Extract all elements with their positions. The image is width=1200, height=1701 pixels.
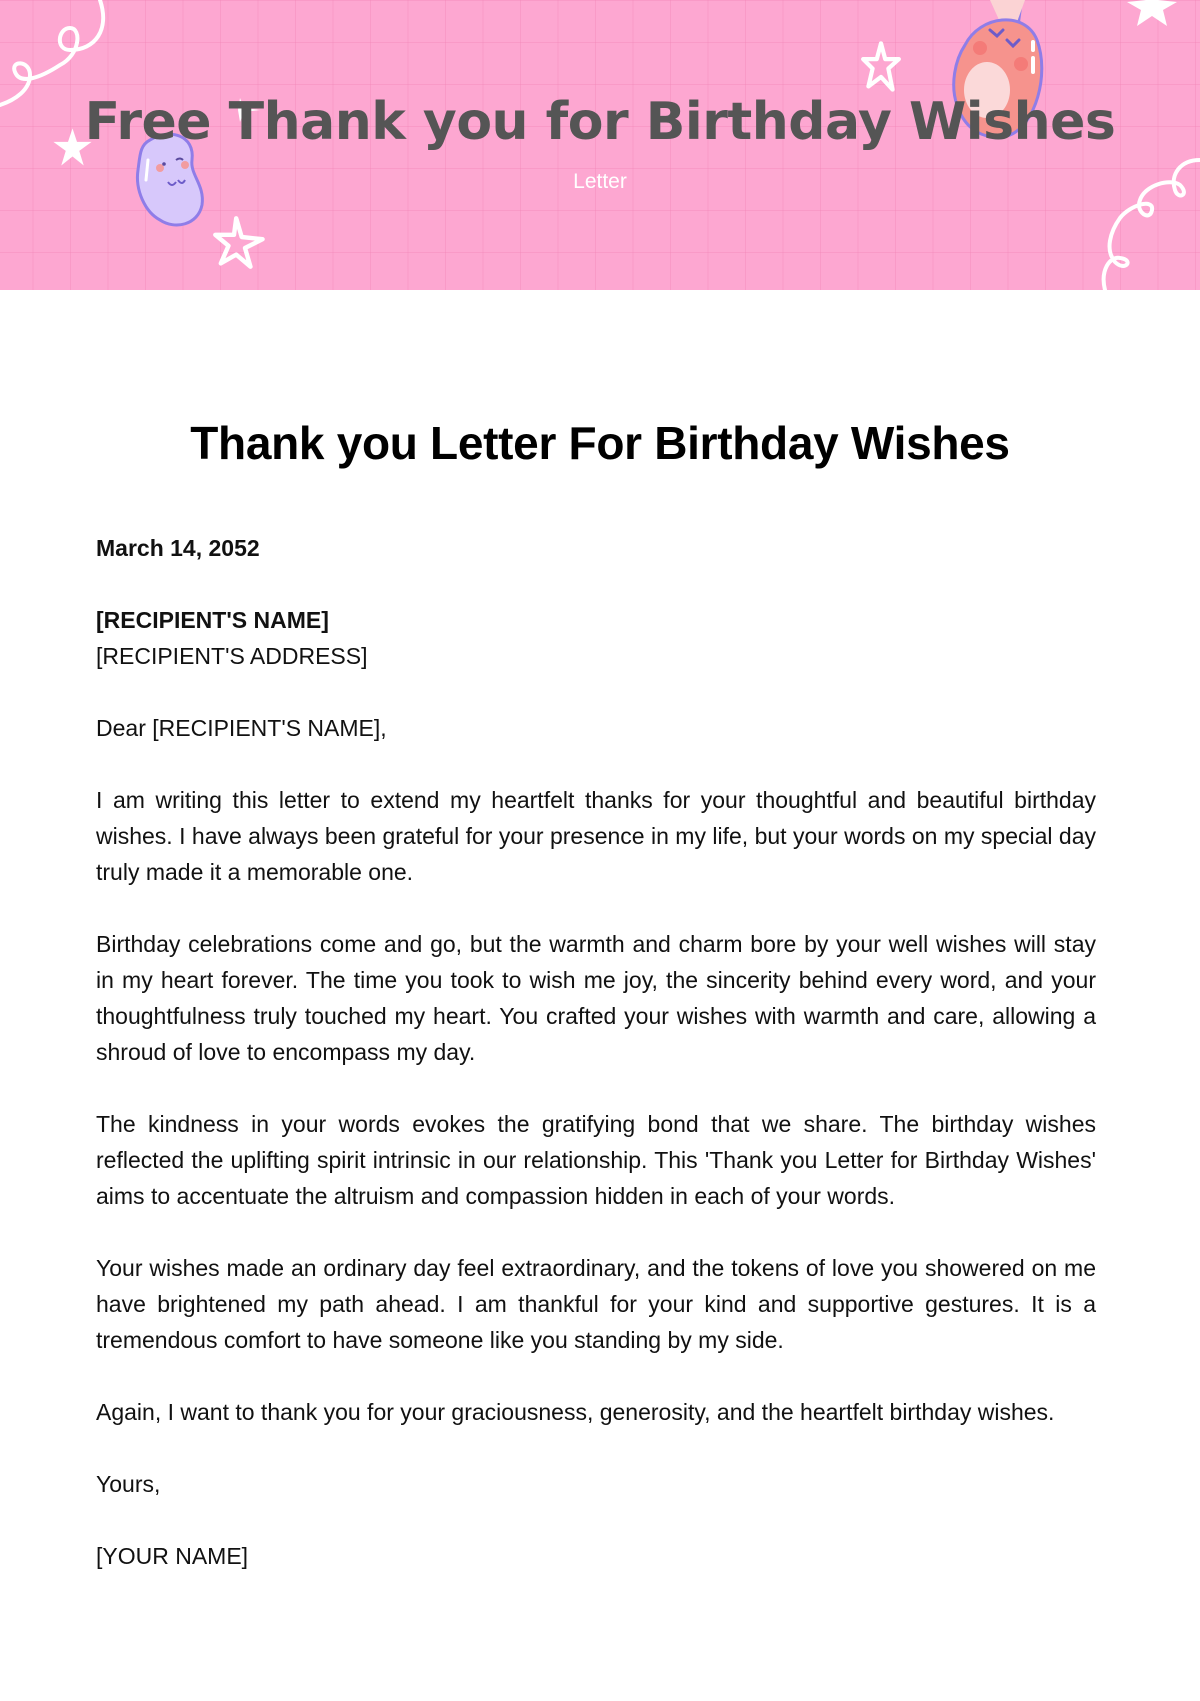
closing: Yours, [96,1471,161,1497]
salutation: Dear [RECIPIENT'S NAME], [96,715,387,741]
paragraph: Again, I want to thank you for your graciousness, generosity, and the heartfelt birthday wishes. [96,1399,1055,1425]
signature: [YOUR NAME] [96,1543,249,1569]
paragraph: The kindness in your words evokes the gratifying bond that we share. The birthday wishes reflected the uplifting spirit intrinsic in our relationship. This 'Thank you Letter for Birthday Wishes' aims to accentuate the altruism and compassion hidden in each of your words. [96,1111,1096,1209]
paragraph: Birthday celebrations come and go, but the warmth and charm bore by your well wishes will stay in my heart forever. The time you took to wish me joy, the sincerity behind every word, and your thoughtfulness truly touched my heart. You crafted your wishes with warmth and care, allowing a shroud of love to encompass my day. [96,931,1096,1065]
star-outline-icon [212,215,267,270]
banner-title: Free Thank you for Birthday Wishes [84,92,1116,152]
banner-subtitle: Letter [573,170,627,193]
star-outline-icon [860,40,902,95]
letter-date: March 14, 2052 [96,535,260,561]
paragraph: Your wishes made an ordinary day feel extraordinary, and the tokens of love you showered on me have brightened my path ahead. I am thankful for your kind and supportive gestures. It is a tremendous comfort to have someone like you standing by my side. [96,1255,1096,1353]
paragraph: I am writing this letter to extend my heartfelt thanks for your thoughtful and beautiful birthday wishes. I have always been grateful for your presence in my life, but your words on my special day truly made it a memorable one. [96,787,1096,885]
recipient-name: [RECIPIENT'S NAME] [96,607,329,633]
star-icon [1125,0,1180,28]
document-title: Thank you Letter For Birthday Wishes [190,417,1010,469]
header-banner [0,0,1200,290]
letter-body [96,530,1096,1574]
recipient-address: [RECIPIENT'S ADDRESS] [96,643,368,669]
